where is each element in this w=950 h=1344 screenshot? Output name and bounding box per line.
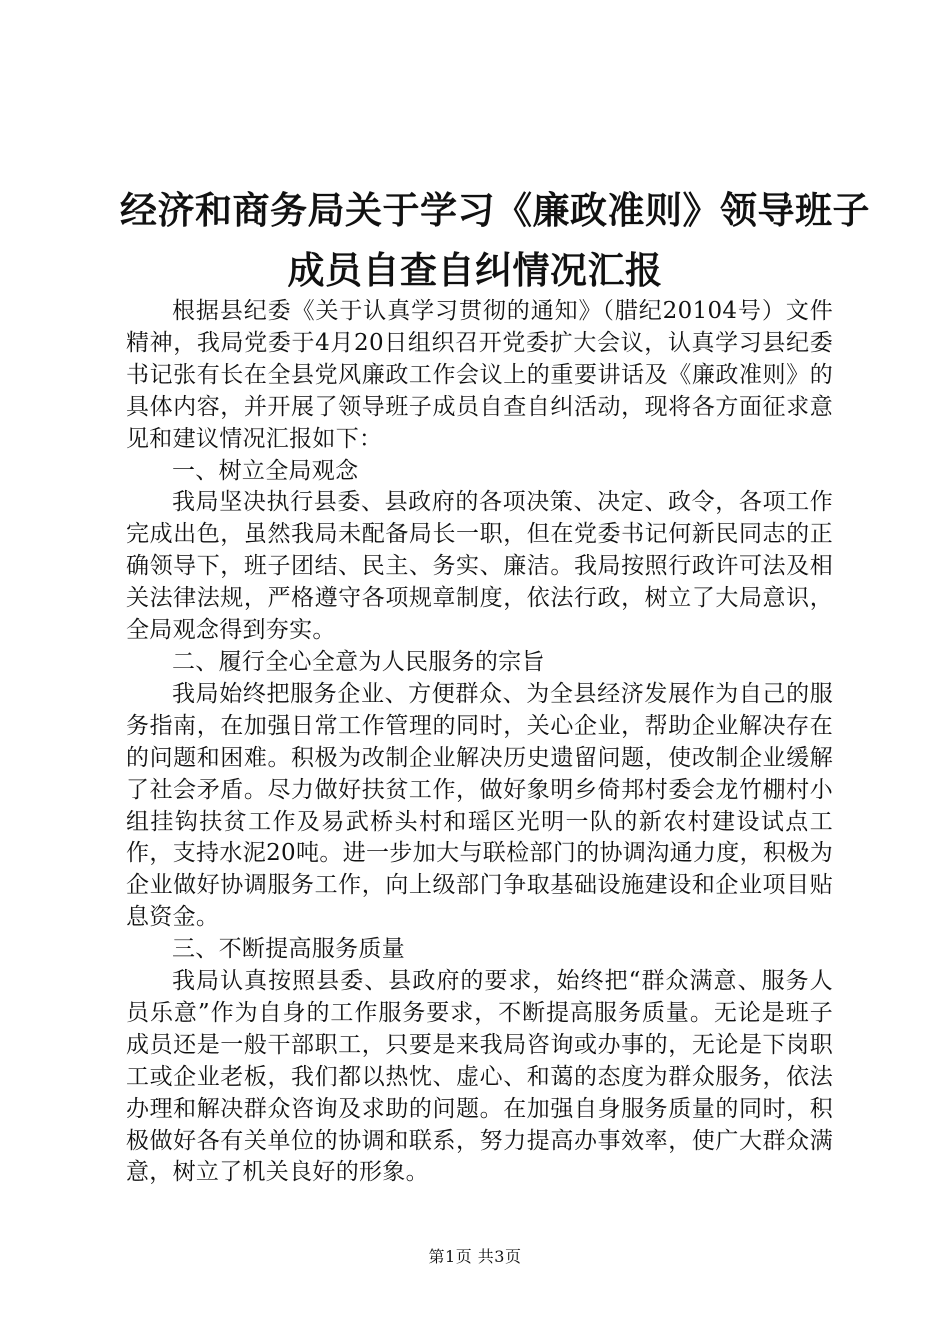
- body-paragraph-section-2: 我局始终把服务企业、方便群众、为全县经济发展作为自己的服务指南，在加强日常工作管理的同时，关心企业，帮助企业解决存在的问题和困难。积极为改制企业解决历史遗留问题，使改制企业缓解了社会矛盾。尽力做好扶贫工作，做好象明乡倚邦村委会龙竹棚村小组挂钩扶贫工作及易武桥头村和瑶区光明一队的新农村建设试点工作，支持水泥20吨。进一步加大与联检部门的协调沟通力度，积极为企业做好协调服务工作，向上级部门争取基础设施建设和企业项目贴息资金。: [126, 680, 833, 931]
- body-paragraph-section-1: 我局坚决执行县委、县政府的各项决策、决定、政令，各项工作完成出色，虽然我局未配备局长一职，但在党委书记何新民同志的正确领导下，班子团结、民主、务实、廉洁。我局按照行政许可法及相关法律法规，严格遵守各项规章制度，依法行政，树立了大局意识，全局观念得到夯实。: [126, 489, 833, 644]
- body-paragraph-intro: 根据县纪委《关于认真学习贯彻的通知》（腊纪20104号）文件精神，我局党委于4月20日组织召开党委扩大会议，认真学习县纪委书记张有长在全县党风廉政工作会议上的重要讲话及《廉政准则》的具体内容，并开展了领导班子成员自查自纠活动，现将各方面征求意见和建议情况汇报如下：: [126, 298, 833, 452]
- section-heading-1: 一、树立全局观念: [172, 457, 359, 484]
- page-number-footer: 第1页 共3页: [428, 1247, 522, 1266]
- section-heading-2: 二、履行全心全意为人民服务的宗旨: [172, 648, 545, 675]
- body-paragraph-section-3: 我局认真按照县委、县政府的要求，始终把“群众满意、服务人员乐意”作为自身的工作服务要求，不断提高服务质量。无论是班子成员还是一般干部职工，只要是来我局咨询或办事的，无论是下岗职工或企业老板，我们都以热忱、虚心、和蔼的态度为群众服务，依法办理和解决群众咨询及求助的问题。在加强自身服务质量的同时，积极做好各有关单位的协调和联系，努力提高办事效率，使广大群众满意，树立了机关良好的形象。: [126, 968, 833, 1186]
- document-title-line-2: 成员自查自纠情况汇报: [287, 248, 663, 292]
- document-body: [126, 296, 833, 1189]
- document-title-line-1: 经济和商务局关于学习《廉政准则》领导班子: [120, 188, 870, 232]
- section-heading-3: 三、不断提高服务质量: [172, 936, 405, 963]
